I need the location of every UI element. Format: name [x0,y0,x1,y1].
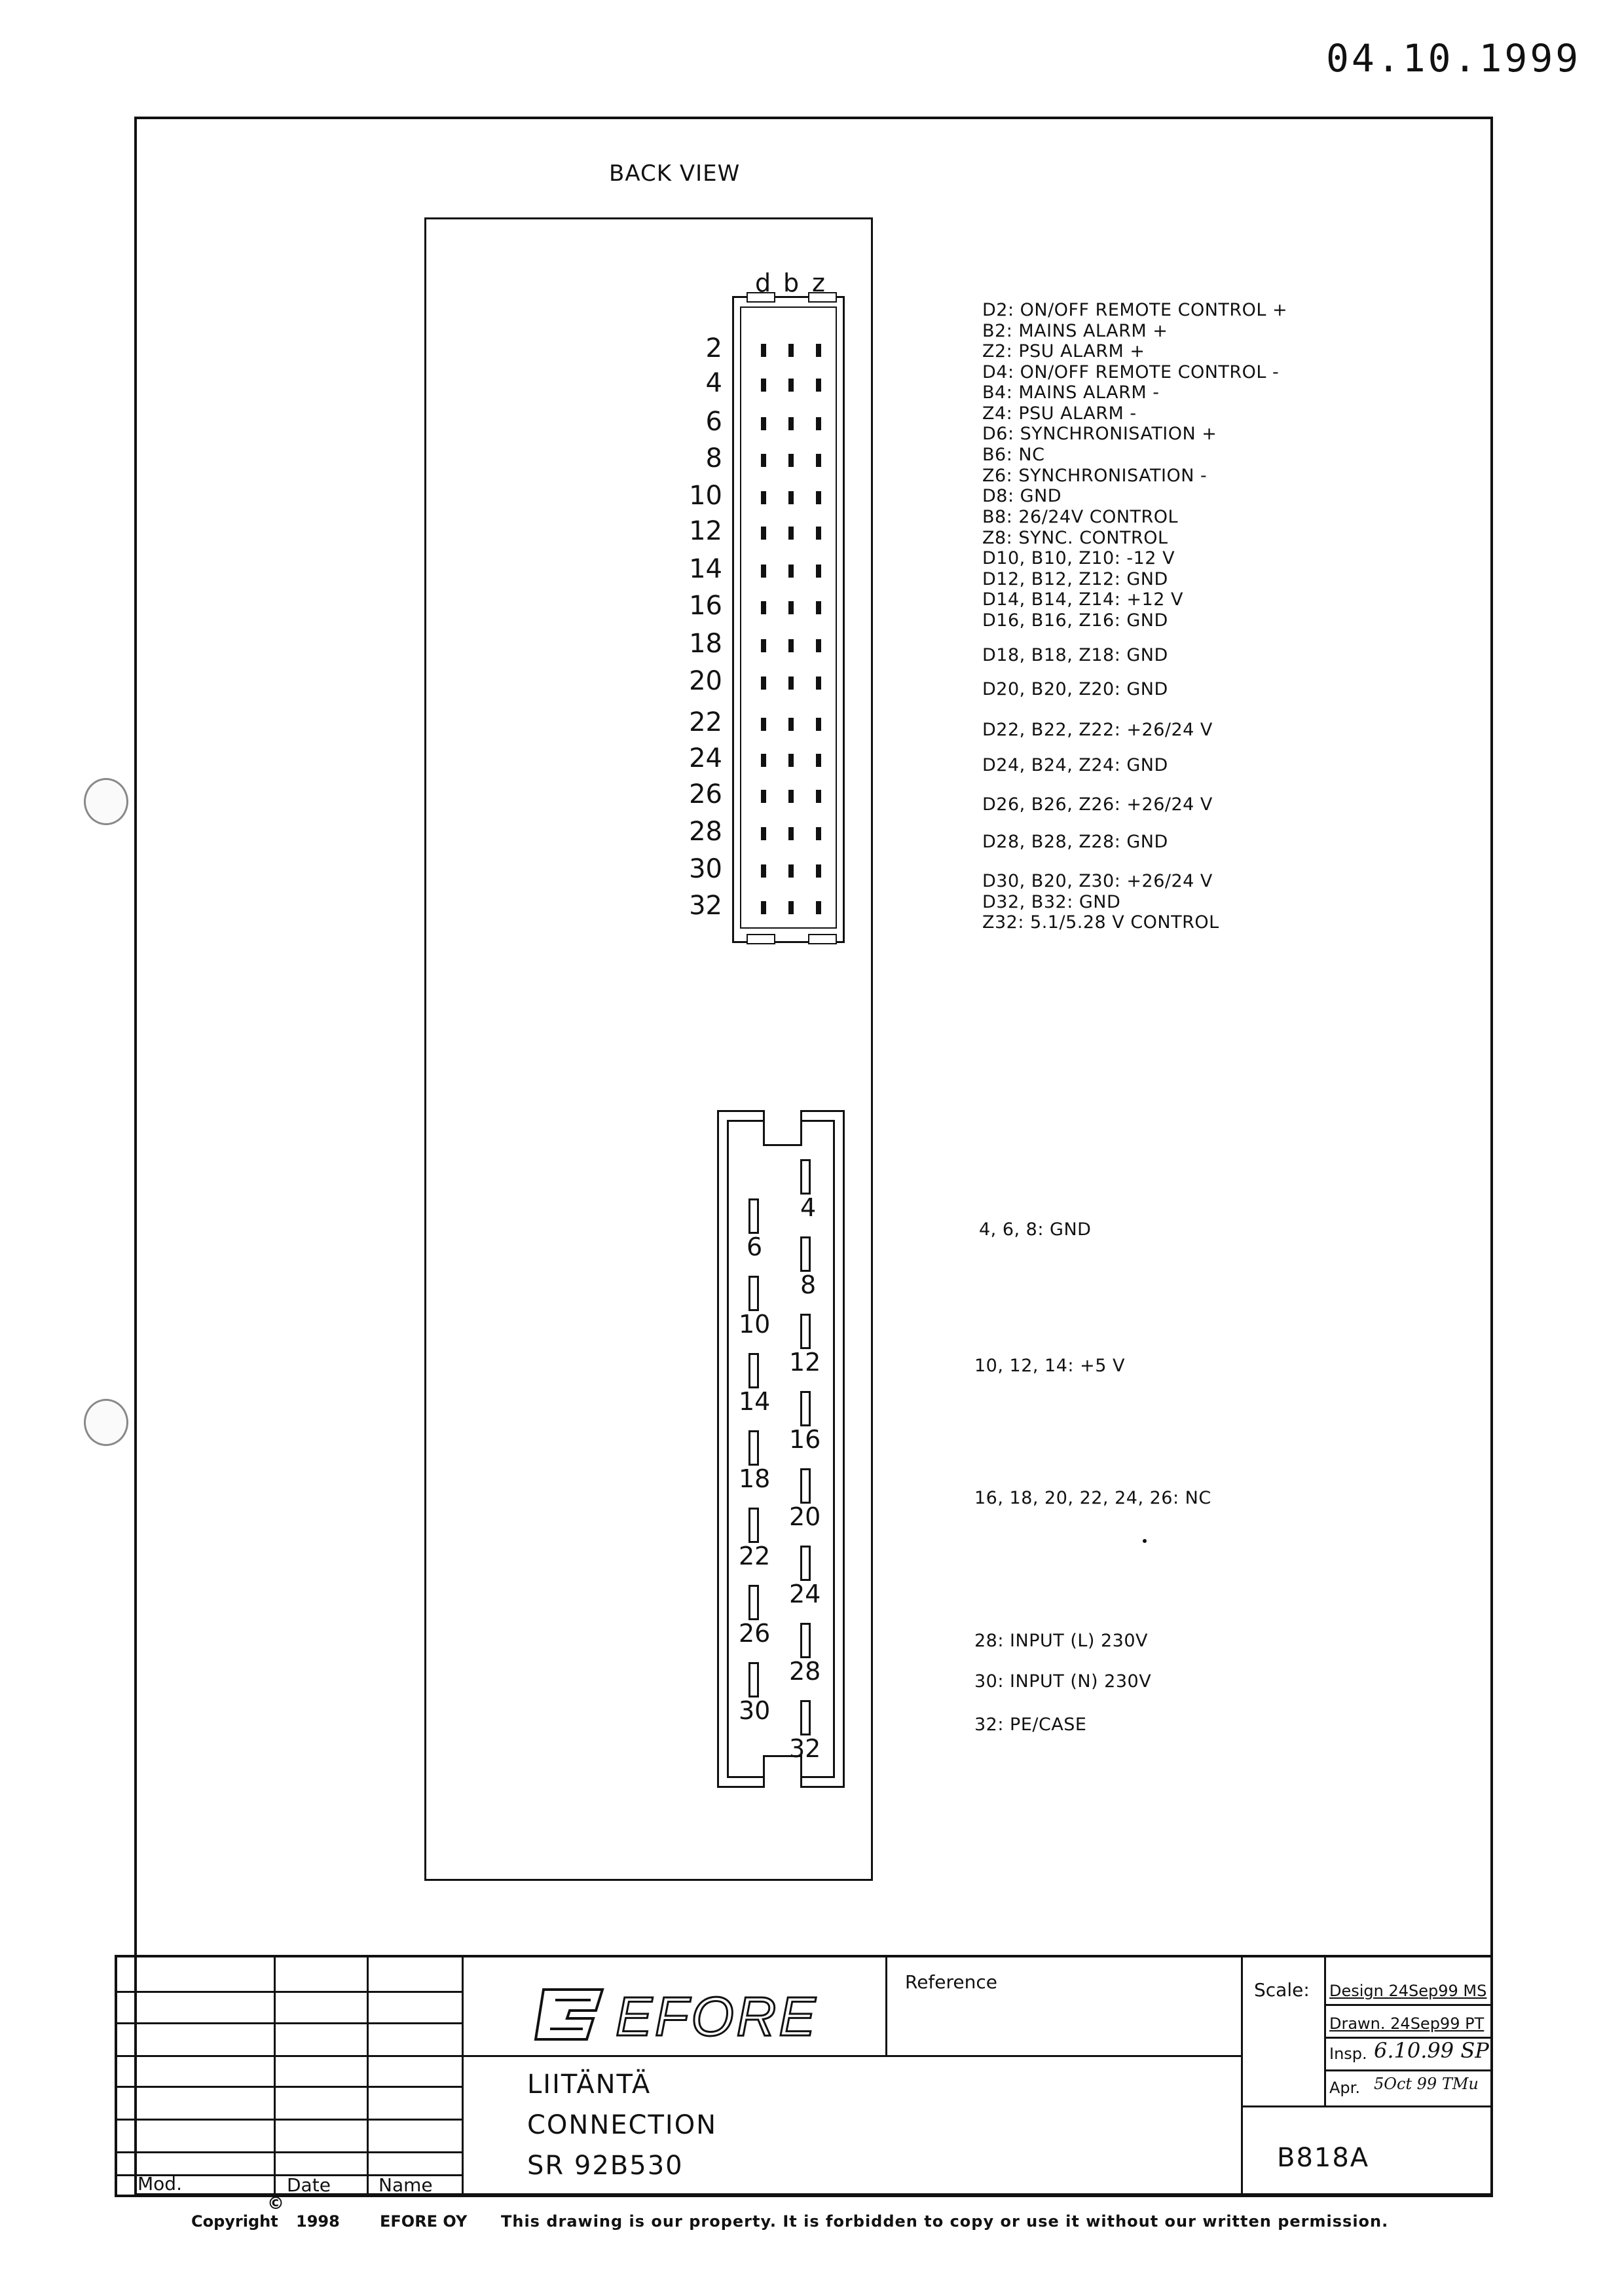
power-pin [800,1314,811,1349]
power-pin-number: 24 [789,1580,821,1608]
connector-pin [788,677,794,690]
insp-signature: 6.10.99 SP [1374,2038,1489,2063]
power-pin [748,1198,759,1234]
grid-line [115,2119,462,2121]
connector-pin [761,491,766,504]
connector-pin [761,827,766,840]
connector-pin [816,379,821,392]
product-code: SR 92B530 [527,2151,684,2181]
connector-pin [761,417,766,430]
grid-line [115,2086,462,2088]
power-pin [800,1236,811,1272]
row-number: 28 [689,817,722,847]
connector-pin [816,754,821,767]
power-pin-number: 4 [800,1193,817,1222]
row-number: 2 [705,333,722,363]
copyright-symbol: © [267,2194,284,2214]
connector-pin [761,601,766,614]
power-pin-number: 20 [789,1502,821,1531]
power-pin [800,1468,811,1504]
power-pin [800,1700,811,1735]
power-pin-number: 6 [747,1233,763,1261]
pin-assignment: D26, B26, Z26: +26/24 V [982,794,1213,815]
column-label-b: b [783,269,800,297]
name-header: Name [378,2174,433,2196]
connector-pin [788,527,794,540]
row-number: 10 [689,481,722,511]
connector-pin [788,790,794,803]
row-number: 4 [705,368,722,398]
power-pin-number: 28 [789,1657,821,1686]
copyright-year: 1998 [296,2212,340,2231]
power-pin [800,1623,811,1658]
power-pin-number: 8 [800,1270,817,1299]
connector-pin [816,639,821,652]
date-header: Date [287,2174,331,2196]
power-pin-number: 16 [789,1425,821,1454]
mod-header: Mod. [138,2173,182,2195]
connector-pin [788,901,794,914]
reference-label: Reference [905,1971,997,1993]
grid-line [115,1991,462,1993]
connector-pin [788,379,794,392]
connector-pin [761,718,766,731]
grid-line [115,2151,462,2153]
connector-pin [788,718,794,731]
power-pin [748,1353,759,1388]
connector-pin [816,527,821,540]
scale-label: Scale: [1254,1979,1310,2001]
pin-assignment: D16, B16, Z16: GND [982,610,1168,631]
connector-pin [788,344,794,357]
connector-pin [816,601,821,614]
power-pin [800,1391,811,1426]
power-pin-number: 14 [739,1387,771,1416]
connector-pin [788,864,794,878]
connector-pin [788,491,794,504]
connector-pin [761,677,766,690]
power-pin [800,1546,811,1581]
row-number: 24 [689,743,722,773]
power-pin-assignment: 28: INPUT (L) 230V [974,1631,1149,1651]
connector-pin [788,827,794,840]
grid-line [1241,2105,1493,2107]
column-label-d: d [754,269,771,297]
logo-wordmark: EFORE [616,1986,819,2047]
grid-line [1324,2069,1493,2071]
power-pin-number: 22 [739,1542,771,1570]
copyright-notice: This drawing is our property. It is forbidden to copy or use it without our written permission. [501,2212,1389,2231]
pin-assignment: B2: MAINS ALARM + [982,321,1168,341]
pin-assignment: D32, B32: GND [982,892,1121,912]
pin-assignment: D20, B20, Z20: GND [982,679,1168,699]
connector-pin [761,790,766,803]
insp-label: Insp. [1329,2045,1367,2063]
pin-assignment: D22, B22, Z22: +26/24 V [982,720,1213,740]
connector-pin [816,864,821,878]
pin-assignment: B6: NC [982,445,1045,465]
row-number: 8 [705,443,722,473]
connector-pin [761,344,766,357]
connector-b-key [763,1110,802,1146]
column-label-z: z [812,269,825,297]
connector-pin [761,864,766,878]
connector-pin [816,417,821,430]
row-number: 12 [689,516,722,546]
connector-pin [788,639,794,652]
power-pin-number: 26 [739,1619,771,1648]
connector-pin [761,565,766,578]
pin-assignment: D8: GND [982,486,1062,506]
connector-pin [816,454,821,467]
pin-assignment: D14, B14, Z14: +12 V [982,589,1183,610]
connector-pin [788,454,794,467]
pin-assignment: D12, B12, Z12: GND [982,569,1168,589]
connector-pin [816,901,821,914]
pin-assignment: D30, B20, Z30: +26/24 V [982,871,1213,891]
power-pin-number: 30 [739,1696,771,1725]
connector-pin [788,601,794,614]
pin-assignment: B4: MAINS ALARM - [982,382,1160,403]
power-pin-assignment: 32: PE/CASE [974,1715,1087,1735]
row-number: 30 [689,854,722,884]
connector-pin [761,639,766,652]
power-pin [748,1430,759,1466]
copyright-label: Copyright [191,2212,278,2231]
pin-assignment: Z8: SYNC. CONTROL [982,528,1168,548]
grid-line [115,2055,462,2057]
power-pin-number: 32 [789,1734,821,1763]
pin-assignment: Z6: SYNCHRONISATION - [982,466,1208,486]
power-pin-assignment: 30: INPUT (N) 230V [974,1671,1152,1692]
power-pin [748,1585,759,1620]
row-number: 14 [689,554,722,584]
power-pin [748,1276,759,1311]
grid-line [1324,2004,1493,2006]
connector-pin [816,827,821,840]
row-number: 20 [689,666,722,696]
connector-pin [816,491,821,504]
connector-pin [761,527,766,540]
power-pin-assignment: 16, 18, 20, 22, 24, 26: NC [974,1488,1211,1508]
connector-a-tab [808,934,837,944]
copyright-company: EFORE OY [380,2212,468,2231]
pin-assignment: D2: ON/OFF REMOTE CONTROL + [982,300,1288,320]
pin-assignment: Z4: PSU ALARM - [982,403,1137,424]
pin-assignment: D4: ON/OFF REMOTE CONTROL - [982,362,1280,382]
punch-hole-icon [84,1399,128,1446]
grid-line [885,1955,887,2055]
connector-a-tab [747,934,775,944]
connector-pin [816,344,821,357]
power-pin [800,1159,811,1195]
drawn-entry: Drawn. 24Sep99 PT [1329,2014,1485,2033]
connector-pin [761,454,766,467]
row-number: 18 [689,629,722,659]
apr-label: Apr. [1329,2079,1360,2097]
connector-pin [816,790,821,803]
power-pin-number: 12 [789,1348,821,1377]
date-stamp: 04.10.1999 [1326,36,1581,81]
row-number: 6 [705,407,722,437]
row-number: 16 [689,591,722,621]
pin-assignment: Z2: PSU ALARM + [982,341,1145,362]
punch-hole-icon [84,778,128,825]
power-pin-number: 10 [739,1310,771,1339]
connector-pin [761,379,766,392]
view-title: BACK VIEW [609,160,741,187]
connector-pin [816,565,821,578]
pin-assignment: D18, B18, Z18: GND [982,645,1168,665]
title-finnish: LIITÄNTÄ [527,2069,652,2100]
pin-assignment: B8: 26/24V CONTROL [982,507,1179,527]
grid-line [115,2022,462,2024]
power-pin-assignment: 10, 12, 14: +5 V [974,1356,1125,1376]
connector-pin [816,677,821,690]
row-number: 32 [689,891,722,921]
connector-pin [788,565,794,578]
pin-assignment: D28, B28, Z28: GND [982,832,1168,852]
grid-line [1241,1955,1243,2197]
design-entry: Design 24Sep99 MS [1329,1982,1487,2000]
power-pin [748,1508,759,1543]
pin-assignment: Z32: 5.1/5.28 V CONTROL [982,912,1219,933]
connector-pin [788,417,794,430]
ink-dot [1143,1539,1147,1543]
pin-assignment: D10, B10, Z10: -12 V [982,548,1175,568]
power-pin-assignment: 4, 6, 8: GND [979,1219,1092,1240]
power-pin [748,1662,759,1697]
apr-signature: 5Oct 99 TMu [1374,2075,1479,2093]
pin-assignment: D6: SYNCHRONISATION + [982,424,1217,444]
connector-pin [761,754,766,767]
grid-line [462,1955,464,2197]
title-english: CONNECTION [527,2110,718,2140]
row-number: 22 [689,707,722,737]
connector-pin [761,901,766,914]
grid-line [1324,1955,1326,2105]
power-pin-number: 18 [739,1464,771,1493]
pin-assignment: D24, B24, Z24: GND [982,755,1168,775]
grid-line [462,2055,1242,2057]
connector-pin [788,754,794,767]
connector-pin [816,718,821,731]
efore-logo [530,1978,819,2050]
drawing-number: B818A [1277,2143,1370,2173]
row-number: 26 [689,779,722,809]
